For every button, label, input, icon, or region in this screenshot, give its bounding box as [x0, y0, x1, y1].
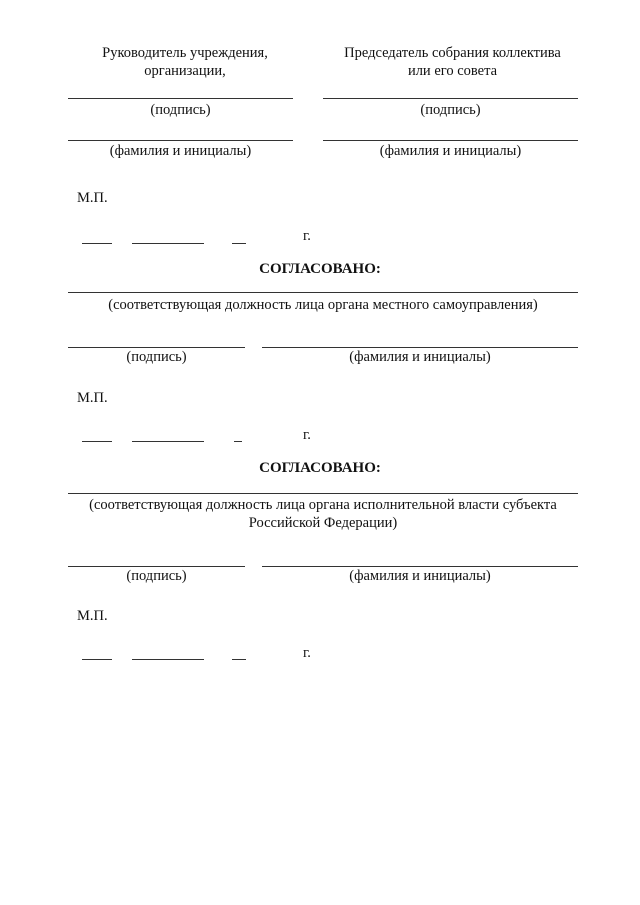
- date-month-line[interactable]: [132, 243, 204, 244]
- right-name-caption: (фамилия и инициалы): [379, 143, 522, 159]
- name-caption: (фамилия и инициалы): [349, 568, 491, 584]
- date-day-line[interactable]: [82, 659, 112, 660]
- left-name-line[interactable]: [68, 140, 293, 141]
- date-month-line[interactable]: [132, 659, 204, 660]
- date-year-line[interactable]: [234, 441, 242, 442]
- left-signature-caption: (подпись): [150, 102, 211, 118]
- date-month-line[interactable]: [132, 441, 204, 442]
- position-caption-line2: Российской Федерации): [248, 515, 398, 531]
- stamp-placeholder: М.П.: [77, 190, 108, 206]
- left-signer-title-line1: Руководитель учреждения,: [102, 45, 268, 61]
- date-day-line[interactable]: [82, 441, 112, 442]
- position-caption: (соответствующая должность лица органа местного самоуправления): [108, 297, 538, 313]
- right-signature-line[interactable]: [323, 98, 578, 99]
- year-suffix: г.: [303, 427, 311, 443]
- year-suffix: г.: [303, 228, 311, 244]
- signature-line[interactable]: [68, 347, 245, 348]
- right-signer-title-line1: Председатель собрания коллектива: [344, 45, 561, 61]
- signature-caption: (подпись): [126, 349, 187, 365]
- position-caption-line1: (соответствующая должность лица органа исполнительной власти субъекта: [89, 497, 557, 513]
- date-day-line[interactable]: [82, 243, 112, 244]
- approval-heading: СОГЛАСОВАНО:: [259, 460, 381, 476]
- left-name-caption: (фамилия и инициалы): [109, 143, 252, 159]
- right-signature-caption: (подпись): [420, 102, 481, 118]
- right-name-line[interactable]: [323, 140, 578, 141]
- left-signature-line[interactable]: [68, 98, 293, 99]
- stamp-placeholder: М.П.: [77, 390, 108, 406]
- signature-line[interactable]: [68, 566, 245, 567]
- signature-caption: (подпись): [126, 568, 187, 584]
- year-suffix: г.: [303, 645, 311, 661]
- name-caption: (фамилия и инициалы): [349, 349, 491, 365]
- name-line[interactable]: [262, 347, 578, 348]
- position-line[interactable]: [68, 292, 578, 293]
- stamp-placeholder: М.П.: [77, 608, 108, 624]
- date-year-line[interactable]: [232, 243, 246, 244]
- left-signer-title-line2: организации,: [144, 63, 226, 79]
- name-line[interactable]: [262, 566, 578, 567]
- approval-heading: СОГЛАСОВАНО:: [259, 261, 381, 277]
- date-year-line[interactable]: [232, 659, 246, 660]
- right-signer-title-line2: или его совета: [407, 63, 498, 79]
- position-line[interactable]: [68, 493, 578, 494]
